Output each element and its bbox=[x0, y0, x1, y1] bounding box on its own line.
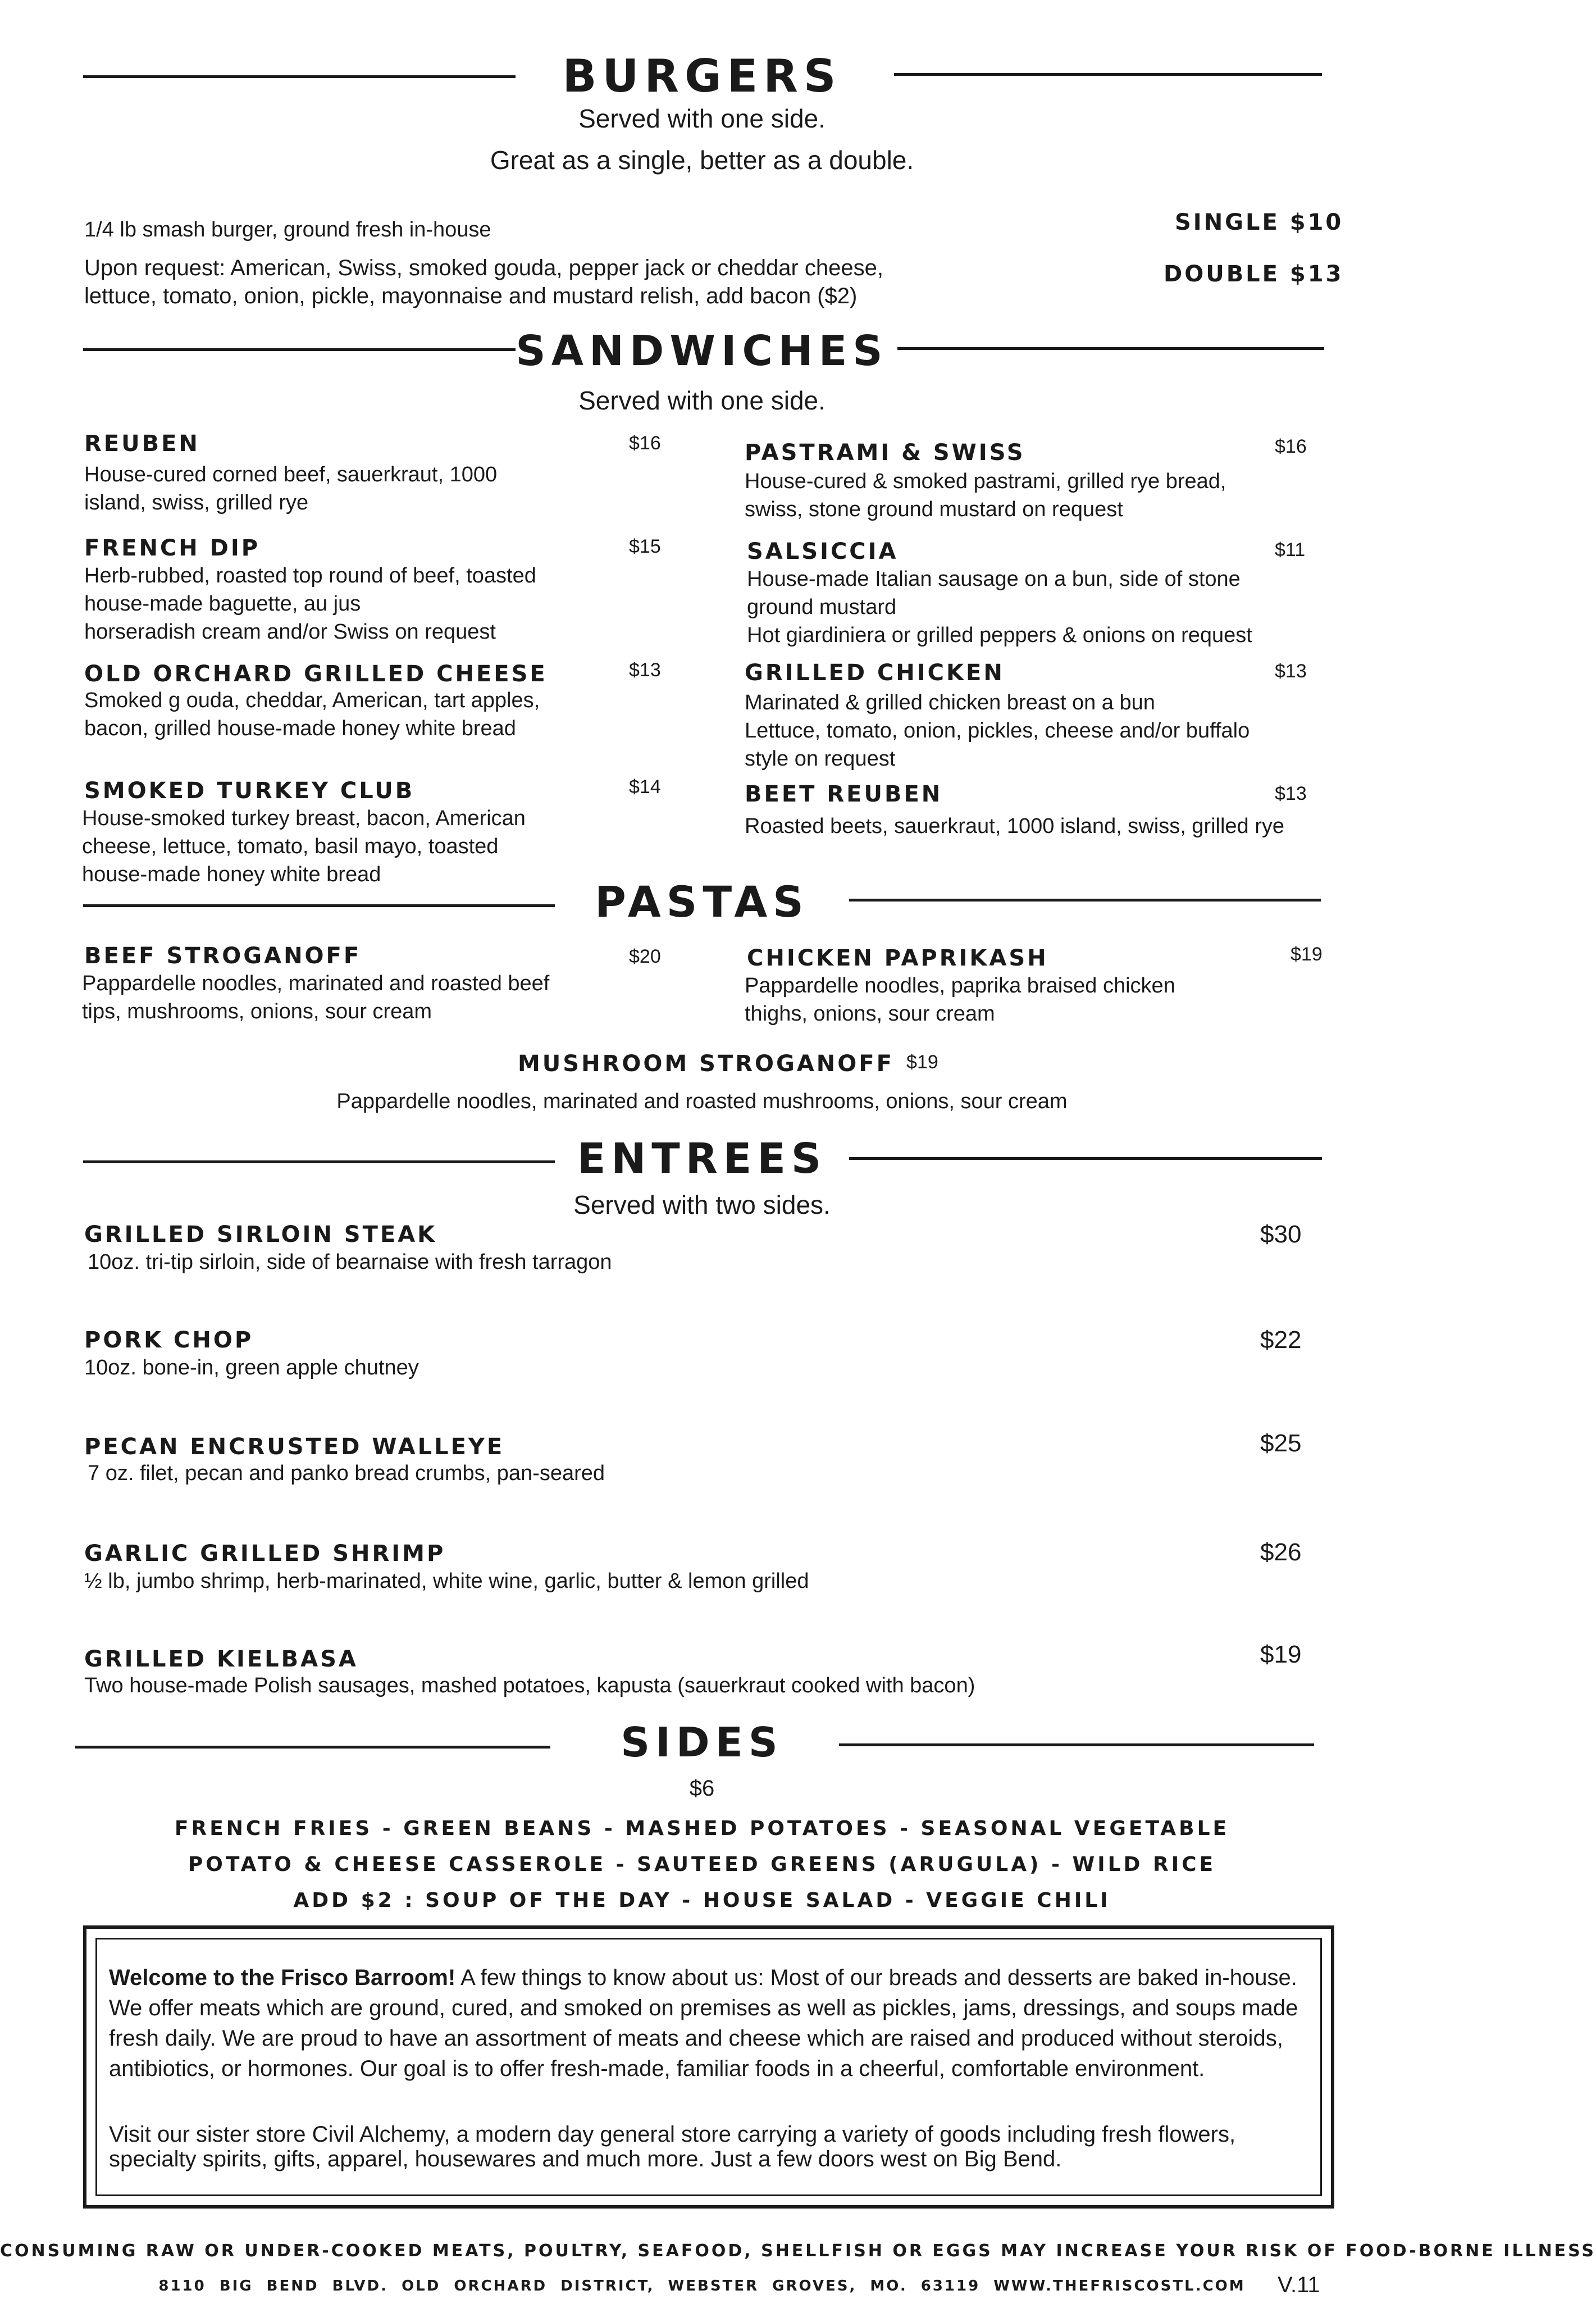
sides-list-line: POTATO & CHEESE CASSEROLE - SAUTEED GREENS (ARUGULA) - WILD RICE bbox=[188, 1853, 1216, 1876]
menu-item-name: FRENCH DIP bbox=[84, 535, 261, 561]
menu-item-description: House-smoked turkey breast, bacon, American cheese, lettuce, tomato, basil mayo, toasted house-made honey white bread bbox=[82, 807, 526, 886]
welcome-body: A few things to know about us: Most of our breads and desserts are baked in-house. We offer meats which are ground, cured, and smoked on premises as well as pickles, jams, dressings, and soups made fresh daily. We are proud to have an assortment of meats and cheese which are raised and produced without steroids, antibiotics, or hormones. Our goal is to offer fresh-made, familiar foods in a cheerful, comfortable environment. bbox=[109, 1965, 1298, 2081]
menu-item-price: $11 bbox=[1275, 539, 1306, 561]
menu-item-price: $22 bbox=[1260, 1326, 1302, 1354]
menu-item-price: $13 bbox=[629, 659, 661, 681]
menu-item-price: $14 bbox=[629, 776, 661, 798]
burgers-single-price: SINGLE $10 bbox=[1175, 210, 1344, 235]
menu-item-name: PORK CHOP bbox=[84, 1327, 254, 1353]
menu-item-name: GRILLED SIRLOIN STEAK bbox=[84, 1222, 437, 1247]
burgers-double-price: DOUBLE $13 bbox=[1164, 261, 1344, 287]
sides-price: $6 bbox=[689, 1776, 715, 1801]
welcome-box bbox=[83, 1925, 1334, 2209]
menu-item-price: $26 bbox=[1260, 1538, 1302, 1566]
welcome-heading: Welcome to the Frisco Barroom! bbox=[109, 1965, 456, 1990]
sandwiches-subheading: Served with one side. bbox=[578, 386, 826, 415]
menu-item-description: Pappardelle noodles, marinated and roasted beef tips, mushrooms, onions, sour cream bbox=[82, 972, 550, 1023]
menu-item-description: Two house-made Polish sausages, mashed potatoes, kapusta (sauerkraut cooked with bacon) bbox=[84, 1674, 975, 1697]
sides-list-line: FRENCH FRIES - GREEN BEANS - MASHED POTATOES - SEASONAL VEGETABLE bbox=[174, 1817, 1230, 1840]
sister-store-paragraph: Visit our sister store Civil Alchemy, a modern day general store carrying a variety of goods including fresh flowers, specialty spirits, gifts, apparel, housewares and much more. Just a few doors west on Big Bend. bbox=[109, 2122, 1236, 2171]
menu-item-price: $13 bbox=[1275, 783, 1307, 804]
menu-item-description: House-made Italian sausage on a bun, side of stone ground mustard Hot giardiniera or grilled peppers & onions on request bbox=[747, 567, 1252, 647]
menu-item-name: SMOKED TURKEY CLUB bbox=[84, 778, 415, 804]
menu-item-description: ½ lb, jumbo shrimp, herb-marinated, white wine, garlic, butter & lemon grilled bbox=[84, 1569, 809, 1593]
menu-item-name: GRILLED KIELBASA bbox=[84, 1646, 358, 1672]
menu-item-price: $30 bbox=[1260, 1221, 1302, 1248]
sides-list-line: ADD $2 : SOUP OF THE DAY - HOUSE SALAD - VEGGIE CHILI bbox=[293, 1889, 1111, 1912]
section-title-pastas: PASTAS bbox=[595, 877, 809, 927]
burgers-subheading: Served with one side. bbox=[578, 104, 826, 133]
address-line: 8110 BIG BEND BLVD. OLD ORCHARD DISTRICT, WEBSTER GROVES, MO. 63119 WWW.THEFRISCOSTL.COM bbox=[158, 2278, 1246, 2294]
menu-item-name: SALSICCIA bbox=[747, 539, 899, 564]
menu-item-description: Herb-rubbed, roasted top round of beef, toasted house-made baguette, au jus horseradish cream and/or Swiss on request bbox=[84, 564, 536, 644]
menu-item-description: Smoked g ouda, cheddar, American, tart apples, bacon, grilled house-made honey white bread bbox=[84, 689, 540, 740]
menu-item-price: $15 bbox=[629, 536, 661, 557]
menu-item-name: BEEF STROGANOFF bbox=[84, 943, 362, 969]
menu-item-name: OLD ORCHARD GRILLED CHEESE bbox=[84, 661, 548, 687]
food-safety-warning: CONSUMING RAW OR UNDER-COOKED MEATS, POULTRY, SEAFOOD, SHELLFISH OR EGGS MAY INCREASE YOUR RISK OF FOOD-BORNE ILLNESS bbox=[0, 2241, 1596, 2261]
menu-item-description: Pappardelle noodles, paprika braised chicken thighs, onions, sour cream bbox=[745, 974, 1175, 1026]
menu-item-price: $25 bbox=[1260, 1429, 1302, 1457]
burgers-options: Upon request: American, Swiss, smoked gouda, pepper jack or cheddar cheese, lettuce, tomato, onion, pickle, mayonnaise and mustard relish, add bacon ($2) bbox=[84, 256, 884, 308]
menu-item-description: Pappardelle noodles, marinated and roasted mushrooms, onions, sour cream bbox=[336, 1090, 1068, 1113]
menu-item-description: 7 oz. filet, pecan and panko bread crumbs, pan-seared bbox=[88, 1461, 605, 1485]
section-title-burgers: BURGERS bbox=[562, 50, 842, 102]
menu-item-name: MUSHROOM STROGANOFF bbox=[518, 1051, 894, 1077]
menu-item-price: $16 bbox=[1275, 436, 1307, 457]
burgers-subheading-2: Great as a single, better as a double. bbox=[490, 145, 914, 175]
menu-item-price: $19 bbox=[906, 1051, 938, 1073]
section-title-sandwiches: SANDWICHES bbox=[516, 327, 888, 375]
menu-item-name: BEET REUBEN bbox=[745, 781, 943, 807]
menu-item-name: CHICKEN PAPRIKASH bbox=[747, 945, 1048, 971]
menu-item-name: GRILLED CHICKEN bbox=[745, 660, 1005, 686]
menu-item-price: $19 bbox=[1291, 944, 1323, 965]
menu-item-description: 10oz. tri-tip sirloin, side of bearnaise with fresh tarragon bbox=[88, 1250, 612, 1274]
section-title-sides: SIDES bbox=[621, 1719, 783, 1766]
welcome-paragraph bbox=[109, 1963, 1308, 2084]
menu-item-name: PECAN ENCRUSTED WALLEYE bbox=[84, 1434, 505, 1460]
menu-item-description: House-cured & smoked pastrami, grilled rye bread, swiss, stone ground mustard on request bbox=[745, 470, 1226, 521]
menu-item-description: 10oz. bone-in, green apple chutney bbox=[84, 1356, 419, 1379]
version-label: V.11 bbox=[1278, 2273, 1320, 2297]
menu-item-name: GARLIC GRILLED SHRIMP bbox=[84, 1541, 446, 1567]
menu-item-description: Marinated & grilled chicken breast on a bun Lettuce, tomato, onion, pickles, cheese and/or buffalo style on request bbox=[745, 691, 1250, 771]
burgers-description: 1/4 lb smash burger, ground fresh in-house bbox=[84, 218, 491, 242]
menu-item-description: House-cured corned beef, sauerkraut, 1000 island, swiss, grilled rye bbox=[84, 463, 498, 514]
section-title-entrees: ENTREES bbox=[577, 1135, 827, 1183]
menu-item-description: Roasted beets, sauerkraut, 1000 island, swiss, grilled rye bbox=[745, 814, 1285, 838]
menu-item-price: $19 bbox=[1260, 1641, 1302, 1668]
entrees-subheading: Served with two sides. bbox=[573, 1190, 831, 1219]
menu-item-price: $20 bbox=[629, 946, 661, 967]
menu-item-price: $13 bbox=[1275, 661, 1307, 682]
menu-item-name: PASTRAMI & SWISS bbox=[745, 440, 1025, 466]
menu-item-price: $16 bbox=[629, 432, 661, 454]
menu-item-name: REUBEN bbox=[84, 431, 200, 457]
